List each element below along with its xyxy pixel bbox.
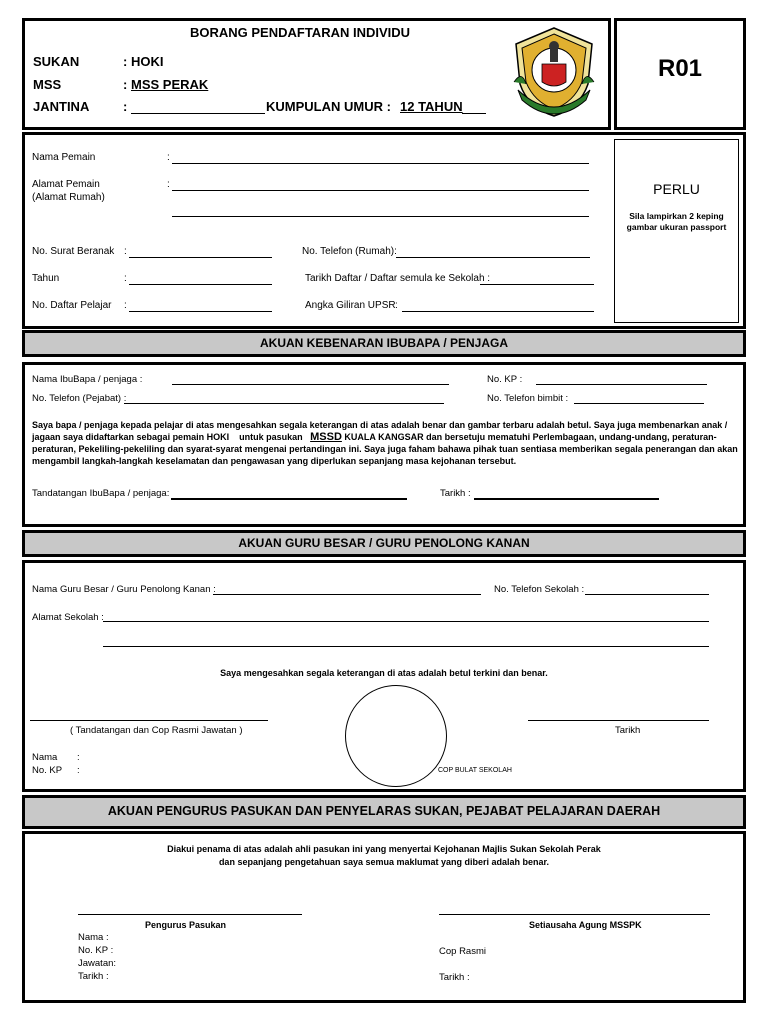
ibubapa-nama-label: Nama IbuBapa / penjaga :: [32, 374, 143, 385]
surat-beranak-field[interactable]: [129, 257, 272, 258]
mss-label: MSS: [33, 77, 62, 92]
alamat-pemain-sub: (Alamat Rumah): [32, 192, 105, 203]
guru-kp-sign-label: No. KP: [32, 765, 63, 776]
sukan-label: SUKAN: [33, 54, 80, 69]
photo-title: PERLU: [653, 181, 700, 197]
pengurus-tarikh-label: Tarikh :: [78, 971, 109, 982]
alamat-pemain-label: Alamat Pemain: [32, 179, 100, 190]
jantina-colon: :: [123, 99, 128, 114]
setiausaha-tarikh-label: Tarikh :: [439, 972, 470, 983]
form-title: BORANG PENDAFTARAN INDIVIDU: [190, 25, 411, 40]
setiausaha-line[interactable]: [439, 914, 710, 915]
ibubapa-telefon-bimbit-label: No. Telefon bimbit :: [487, 393, 569, 404]
no-daftar-colon: :: [124, 300, 127, 311]
ibubapa-tandatangan-label: Tandatangan IbuBapa / penjaga:: [32, 488, 170, 499]
guru-kp-sign-colon: :: [77, 765, 80, 776]
ibubapa-telefon-bimbit-field[interactable]: [574, 403, 704, 404]
sukan-value: : HOKI: [123, 54, 164, 69]
guru-nama-field[interactable]: [213, 594, 481, 595]
kumpulan-line: [462, 113, 486, 114]
surat-beranak-label: No. Surat Beranak: [32, 246, 115, 257]
ibubapa-declaration: [32, 419, 740, 467]
guru-tarikh-line[interactable]: [528, 720, 709, 721]
declaration-2d: KUALA KANGSAR dan bersetuju mematuhi Perlembagaan, undang-undang, peraturan-: [344, 432, 717, 442]
photo-note-2: gambar ukuran passport: [626, 222, 727, 232]
guru-nama-label: Nama Guru Besar / Guru Penolong Kanan :: [32, 584, 216, 595]
cop-bulat-circle[interactable]: [345, 685, 447, 787]
ibubapa-kp-field[interactable]: [536, 384, 707, 385]
declaration-line-2: [32, 431, 740, 443]
ibubapa-kp-label: No. KP :: [487, 374, 523, 385]
tahun-colon: :: [124, 273, 127, 284]
declaration-line-4: mengambil langkah-langkah keselamatan dan pengawasan yang diperlukan sepanjang masa kejohanan tersebut.: [32, 456, 517, 466]
cop-bulat-label: COP BULAT SEKOLAH: [438, 767, 512, 774]
telefon-rumah-label: No. Telefon (Rumah):: [302, 246, 397, 257]
jantina-line[interactable]: [131, 113, 265, 114]
guru-alamat-field-1[interactable]: [103, 621, 709, 622]
telefon-rumah-field[interactable]: [396, 257, 590, 258]
pengurus-pasukan-label: Pengurus Pasukan: [145, 920, 227, 930]
ibubapa-telefon-pejabat-field[interactable]: [124, 403, 444, 404]
kumpulan-value: 12 TAHUN: [400, 99, 463, 114]
mss-value: MSS PERAK: [131, 77, 209, 92]
angka-giliran-colon: :: [395, 300, 398, 311]
ibubapa-tarikh-field[interactable]: [474, 498, 659, 500]
pengurus-jawatan-label: Jawatan:: [78, 958, 117, 969]
nama-pemain-colon: :: [167, 152, 170, 163]
ibubapa-tandatangan-field[interactable]: [171, 498, 407, 500]
tarikh-daftar-label: Tarikh Daftar / Daftar semula ke Sekolah :: [305, 273, 491, 284]
declaration-2c: MSSD: [310, 431, 342, 443]
surat-beranak-colon: :: [124, 246, 127, 257]
declaration-2b: untuk pasukan: [239, 432, 303, 442]
guru-telefon-label: No. Telefon Sekolah :: [494, 584, 585, 595]
alamat-pemain-field-1[interactable]: [172, 190, 589, 191]
ibubapa-bar: [22, 330, 746, 357]
pengurus-bar: [22, 795, 746, 829]
tarikh-daftar-field[interactable]: [480, 284, 594, 285]
pengurus-statement-2: dan sepanjang pengetahuan saya semua maklumat yang diberi adalah benar.: [218, 857, 550, 867]
photo-note-1: Sila lampirkan 2 keping: [629, 211, 724, 221]
mss-colon: :: [123, 77, 128, 92]
pengurus-statement-1: Diakui penama di atas adalah ahli pasukan ini yang menyertai Kejohanan Majlis Sukan Sekolah Perak: [167, 844, 601, 854]
guru-tarikh-label: Tarikh: [615, 725, 641, 736]
guru-pengesahan: Saya mengesahkan segala keterangan di atas adalah betul terkini dan benar.: [220, 668, 548, 678]
guru-tandatangan-line[interactable]: [30, 720, 268, 721]
ibubapa-telefon-pejabat-label: No. Telefon (Pejabat) :: [32, 393, 127, 404]
angka-giliran-label: Angka Giliran UPSR: [305, 300, 396, 311]
tahun-field[interactable]: [129, 284, 272, 285]
pengurus-nama-label: Nama :: [78, 932, 109, 943]
guru-alamat-field-2[interactable]: [103, 646, 709, 647]
declaration-2a: jagaan saya didaftarkan sebagai pemain HOKI: [32, 432, 230, 442]
nama-pemain-label: Nama Pemain: [32, 152, 96, 163]
ibubapa-tarikh-label: Tarikh :: [440, 488, 471, 499]
kumpulan-label: KUMPULAN UMUR :: [266, 99, 391, 114]
guru-nama-sign-label: Nama: [32, 752, 58, 763]
alamat-pemain-field-2[interactable]: [172, 216, 589, 217]
angka-giliran-field[interactable]: [402, 311, 594, 312]
ibubapa-bar-title: AKUAN KEBENARAN IBUBAPA / PENJAGA: [259, 336, 508, 350]
guru-bar-title: AKUAN GURU BESAR / GURU PENOLONG KANAN: [238, 536, 530, 550]
jantina-label: JANTINA: [33, 99, 90, 114]
declaration-line-3: peraturan, Pekeliling-pekeliling dan syarat-syarat mengenai pertandingan ini. Saya juga faham bahawa pihak tuan sentiasa memberikan segala penerangan dan akan: [32, 444, 738, 454]
alamat-pemain-colon: :: [167, 179, 170, 190]
pengurus-kp-label: No. KP :: [78, 945, 114, 956]
ibubapa-nama-field[interactable]: [172, 384, 449, 385]
declaration-line-1: Saya bapa / penjaga kepada pelajar di atas mengesahkan segala keterangan di atas adalah benar dan gambar terbaru adalah betul. Saya juga membenarkan anak /: [32, 420, 728, 430]
mssp-logo: [508, 24, 600, 120]
cop-rasmi-label: Cop Rasmi: [439, 946, 486, 957]
no-daftar-field[interactable]: [129, 311, 272, 312]
no-daftar-label: No. Daftar Pelajar: [32, 300, 112, 311]
guru-nama-sign-colon: :: [77, 752, 80, 763]
setiausaha-label: Setiausaha Agung MSSPK: [529, 920, 642, 930]
form-code: R01: [657, 55, 703, 82]
nama-pemain-field[interactable]: [172, 163, 589, 164]
guru-telefon-field[interactable]: [585, 594, 709, 595]
guru-tandatangan-label: ( Tandatangan dan Cop Rasmi Jawatan ): [70, 725, 243, 736]
pengurus-pasukan-line[interactable]: [78, 914, 302, 915]
guru-alamat-label: Alamat Sekolah :: [32, 612, 104, 623]
tahun-label: Tahun: [32, 273, 60, 284]
pengurus-bar-title: AKUAN PENGURUS PASUKAN DAN PENYELARAS SUKAN, PEJABAT PELAJARAN DAERAH: [107, 804, 661, 818]
guru-bar: [22, 530, 746, 557]
